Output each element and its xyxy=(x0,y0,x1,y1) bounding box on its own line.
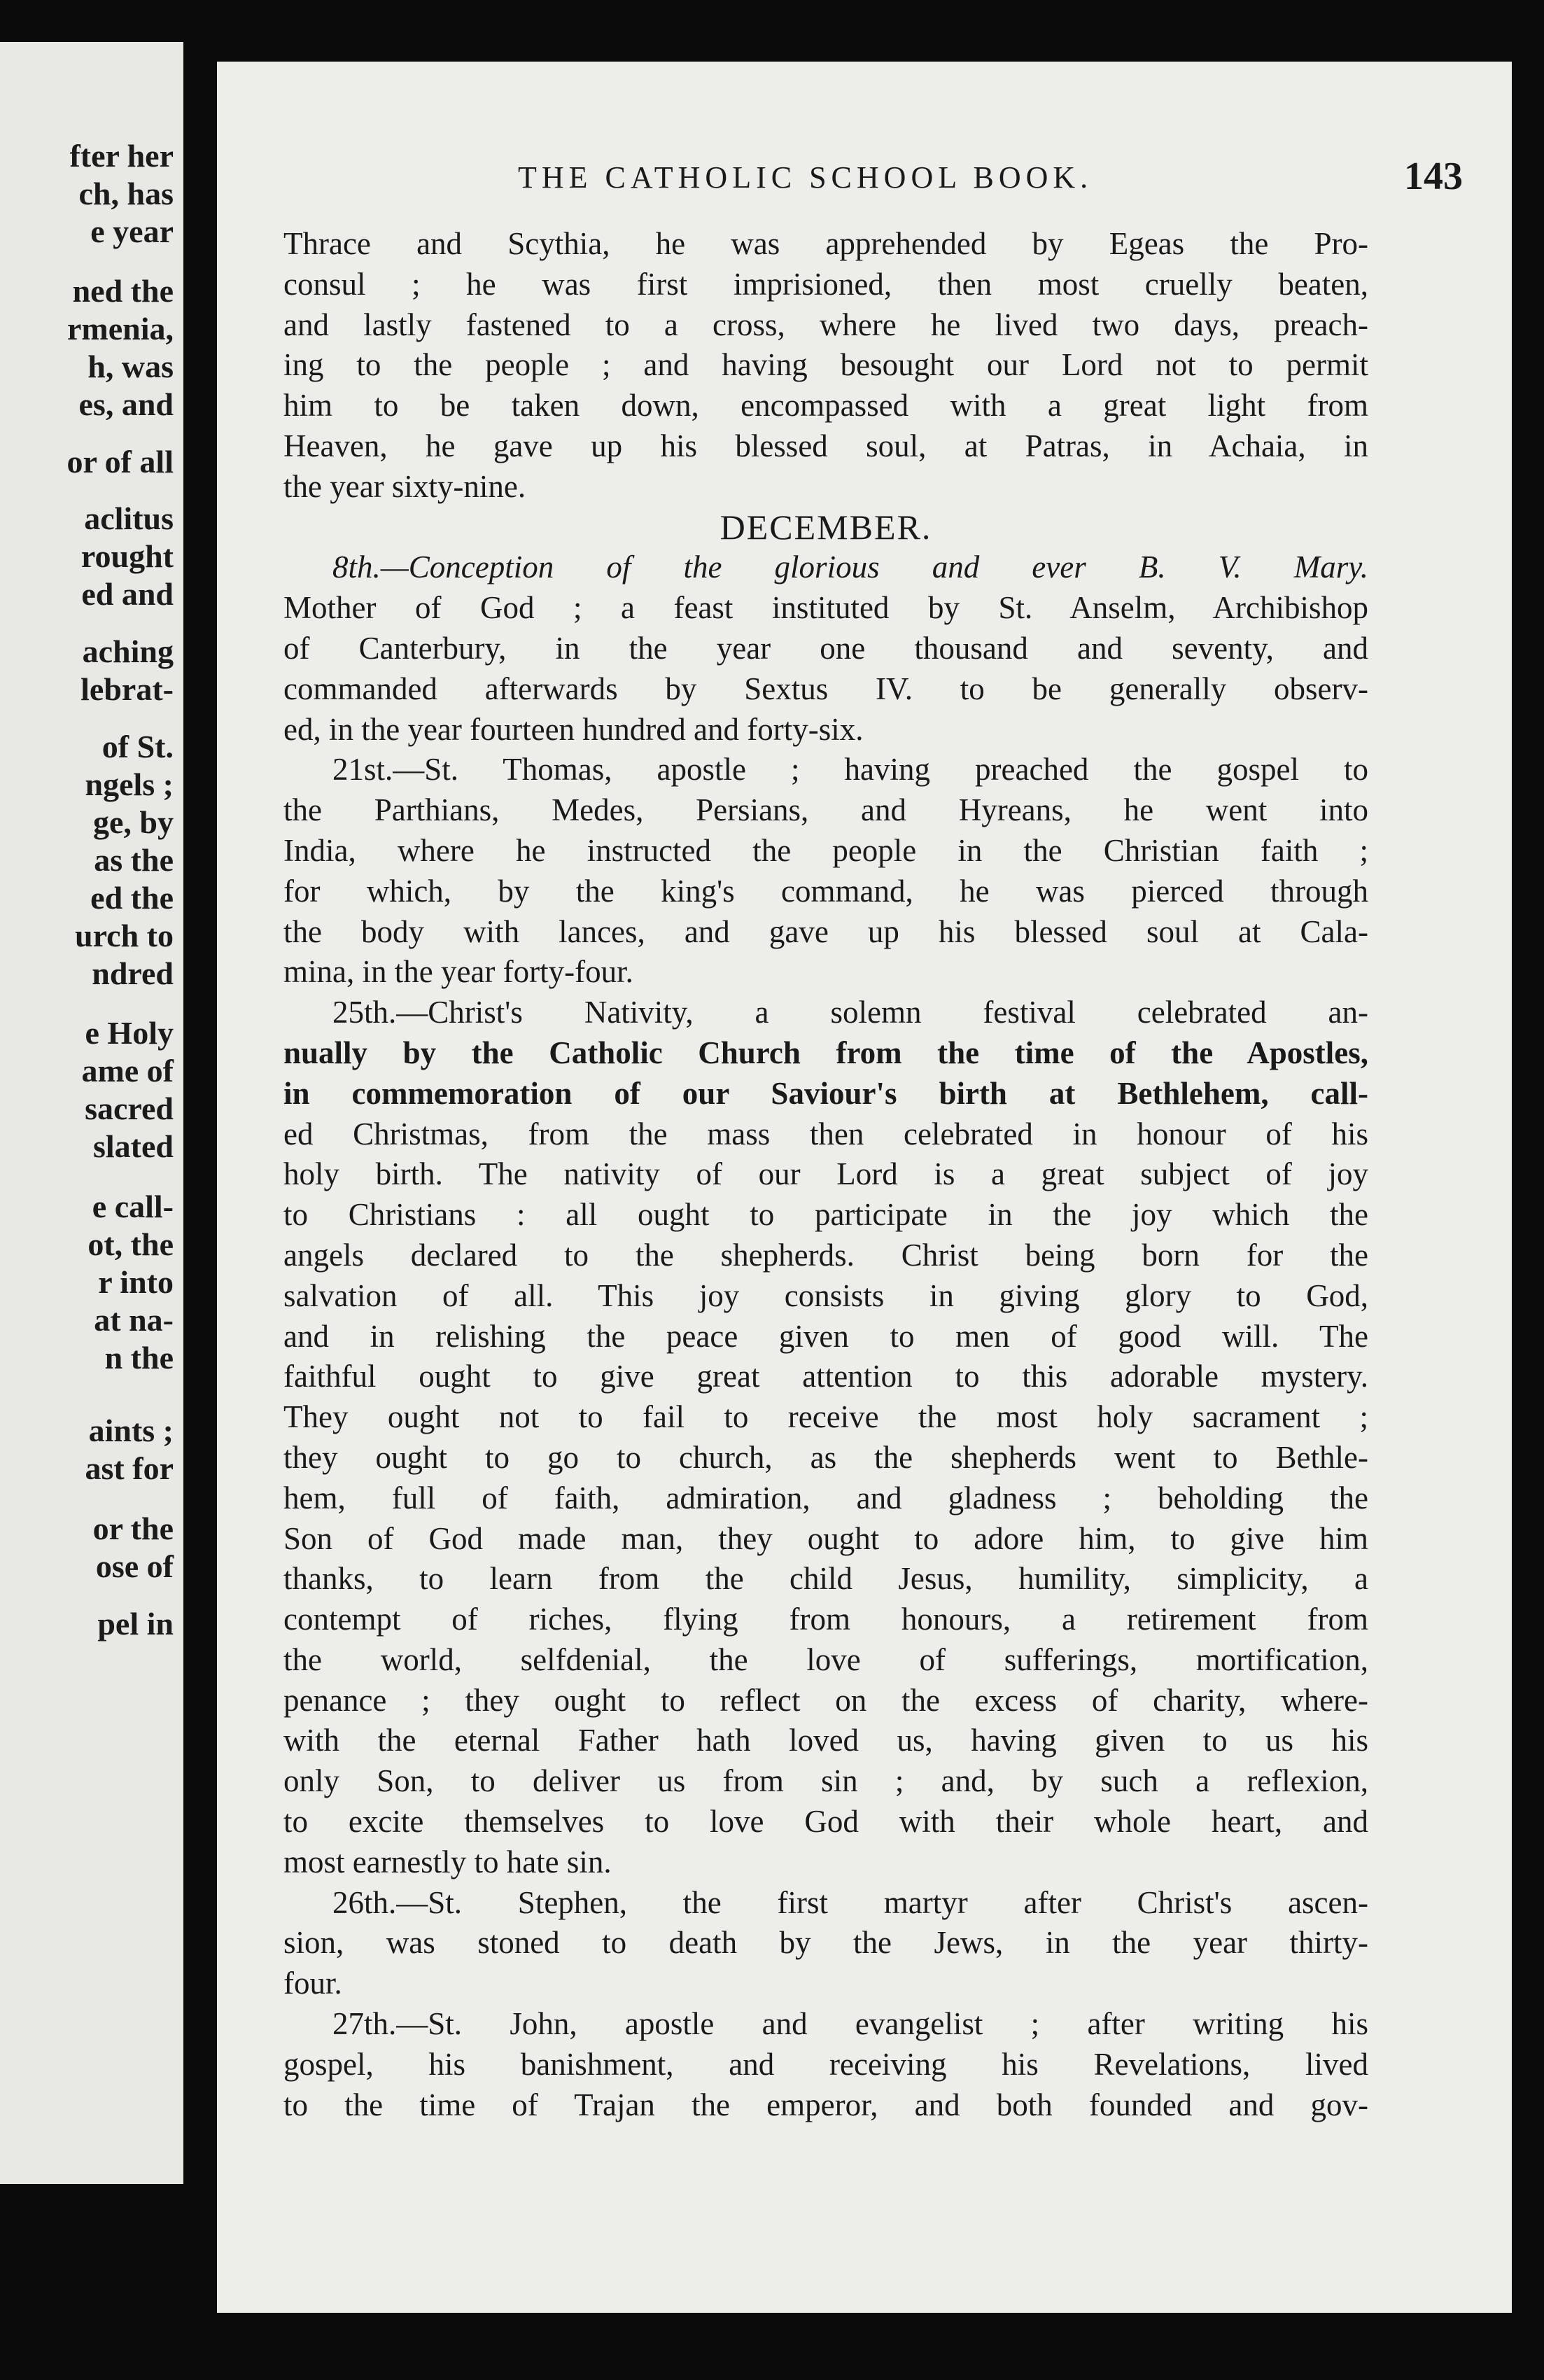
left-page-fragment: or the xyxy=(92,1511,174,1546)
left-page-fragment: sacred xyxy=(85,1091,174,1126)
running-title: THE CATHOLIC SCHOOL BOOK. xyxy=(518,160,1093,195)
text-line: Son of God made man, they ought to adore him, to give him xyxy=(283,1520,1368,1556)
text-line: to excite themselves to love God with their whole heart, and xyxy=(283,1804,1368,1840)
left-page-fragment: e year xyxy=(90,214,174,249)
left-page-fragment: n the xyxy=(104,1340,174,1376)
text-line: 8th.—Conception of the glorious and ever B. V. Mary. xyxy=(332,550,1368,585)
section-heading: DECEMBER. xyxy=(720,507,932,547)
text-line: holy birth. The nativity of our Lord is a great subject of joy xyxy=(283,1156,1368,1192)
text-line: and lastly fastened to a cross, where he lived two days, preach- xyxy=(283,307,1368,342)
text-line: the world, selfdenial, the love of sufferings, mortification, xyxy=(283,1642,1368,1677)
left-page-fragment: ngels ; xyxy=(85,766,174,802)
text-line: India, where he instructed the people in the Christian faith ; xyxy=(283,832,1368,868)
text-line: Mother of God ; a feast instituted by St. Anselm, Archibishop xyxy=(283,590,1368,626)
text-line: to Christians : all ought to participate in the joy which the xyxy=(283,1197,1368,1233)
text-line: of Canterbury, in the year one thousand and seventy, and xyxy=(283,630,1368,666)
text-line: 26th.—St. Stephen, the first martyr after Christ's ascen- xyxy=(332,1884,1368,1920)
text-line: ed Christmas, from the mass then celebrated in honour of his xyxy=(283,1116,1368,1152)
text-line: with the eternal Father hath loved us, having given to us his xyxy=(283,1723,1368,1758)
text-line: commanded afterwards by Sextus IV. to be generally observ- xyxy=(283,671,1368,706)
text-line: contempt of riches, flying from honours, a retirement from xyxy=(283,1602,1368,1637)
text-line: four. xyxy=(283,1966,342,2001)
left-page-fragment: or of all xyxy=(66,444,174,479)
text-line: angels declared to the shepherds. Christ being born for the xyxy=(283,1237,1368,1273)
left-page-fragment: of St. xyxy=(101,729,174,764)
left-page-fragment: ast for xyxy=(85,1450,174,1486)
main-page xyxy=(217,62,1512,2313)
text-line: gospel, his banishment, and receiving his Revelations, lived xyxy=(283,2046,1368,2082)
left-page-fragment: slated xyxy=(93,1128,174,1164)
text-line: consul ; he was first imprisioned, then most cruelly beaten, xyxy=(283,266,1368,302)
left-page-fragment: lebrat- xyxy=(80,671,174,707)
left-page-fragment: fter her xyxy=(69,138,174,174)
text-line: hem, full of faith, admiration, and gladness ; beholding the xyxy=(283,1480,1368,1516)
left-page-fragment: rmenia, xyxy=(66,311,174,346)
text-line: the year sixty-nine. xyxy=(283,468,526,504)
left-page-fragment: urch to xyxy=(75,918,174,953)
left-page-fragment: aclitus xyxy=(84,500,174,536)
text-line: Thrace and Scythia, he was apprehended by Egeas the Pro- xyxy=(283,226,1368,261)
text-line: him to be taken down, encompassed with a great light from xyxy=(283,388,1368,424)
left-page-fragment: ned the xyxy=(72,273,174,309)
text-line: the Parthians, Medes, Persians, and Hyreans, he went into xyxy=(283,792,1368,828)
text-line: penance ; they ought to reflect on the excess of charity, where- xyxy=(283,1682,1368,1718)
left-page-fragment: at na- xyxy=(94,1302,174,1338)
left-page-fragment: ndred xyxy=(92,955,174,991)
text-line: to the time of Trajan the emperor, and both founded and gov- xyxy=(283,2087,1368,2122)
left-page-fragment: ame of xyxy=(81,1053,174,1088)
text-line: for which, by the king's command, he was pierced through xyxy=(283,873,1368,909)
left-page-fragment: ose of xyxy=(95,1548,174,1584)
text-line: 25th.—Christ's Nativity, a solemn festival celebrated an- xyxy=(332,995,1368,1030)
text-line: mina, in the year forty-four. xyxy=(283,954,633,990)
left-page-fragment: aching xyxy=(82,634,174,669)
body-text xyxy=(283,224,1368,2125)
left-page-fragment: rought xyxy=(80,538,174,574)
left-page-fragment: es, and xyxy=(78,386,174,422)
left-page-edge xyxy=(0,42,183,2184)
text-line: 21st.—St. Thomas, apostle ; having preached the gospel to xyxy=(332,752,1368,788)
text-line: ed, in the year fourteen hundred and forty-six. xyxy=(283,711,864,747)
text-line: only Son, to deliver us from sin ; and, by such a reflexion, xyxy=(283,1763,1368,1799)
text-line: They ought not to fail to receive the most holy sacrament ; xyxy=(283,1399,1368,1435)
left-page-fragment: e Holy xyxy=(85,1015,174,1051)
text-line: ing to the people ; and having besought our Lord not to permit xyxy=(283,347,1368,383)
left-page-fragment: h, was xyxy=(87,349,174,384)
left-page-fragment: as the xyxy=(94,842,174,878)
text-line: in commemoration of our Saviour's birth at Bethlehem, call- xyxy=(283,1075,1368,1111)
text-line: sion, was stoned to death by the Jews, in the year thirty- xyxy=(283,1925,1368,1961)
running-header xyxy=(217,155,1512,202)
left-page-fragment: ge, by xyxy=(93,804,174,840)
page-number: 143 xyxy=(1404,155,1463,198)
left-page-fragment: pel in xyxy=(97,1606,174,1642)
text-line: faithful ought to give great attention to this adorable mystery. xyxy=(283,1359,1368,1394)
text-line: salvation of all. This joy consists in giving glory to God, xyxy=(283,1278,1368,1313)
text-line: the body with lances, and gave up his blessed soul at Cala- xyxy=(283,913,1368,949)
left-page-fragment: r into xyxy=(98,1264,174,1300)
book-gutter xyxy=(183,0,217,2380)
text-line: they ought to go to church, as the shepherds went to Bethle- xyxy=(283,1439,1368,1475)
left-page-fragment: e call- xyxy=(92,1189,174,1224)
left-page-fragment: ot, the xyxy=(87,1226,174,1262)
text-line: most earnestly to hate sin. xyxy=(283,1844,612,1879)
left-page-fragment: ed the xyxy=(90,880,174,916)
right-edge xyxy=(1512,62,1544,2313)
text-line: thanks, to learn from the child Jesus, humility, simplicity, a xyxy=(283,1561,1368,1597)
left-page-fragment: ch, has xyxy=(78,176,174,211)
text-line: nually by the Catholic Church from the time of the Apostles, xyxy=(283,1035,1368,1070)
left-page-fragment: aints ; xyxy=(88,1413,174,1448)
text-line: Heaven, he gave up his blessed soul, at Patras, in Achaia, in xyxy=(283,428,1368,463)
left-page-fragment: ed and xyxy=(81,576,174,612)
text-line: 27th.—St. John, apostle and evangelist ; after writing his xyxy=(332,2006,1368,2042)
text-line: and in relishing the peace given to men of good will. The xyxy=(283,1318,1368,1354)
